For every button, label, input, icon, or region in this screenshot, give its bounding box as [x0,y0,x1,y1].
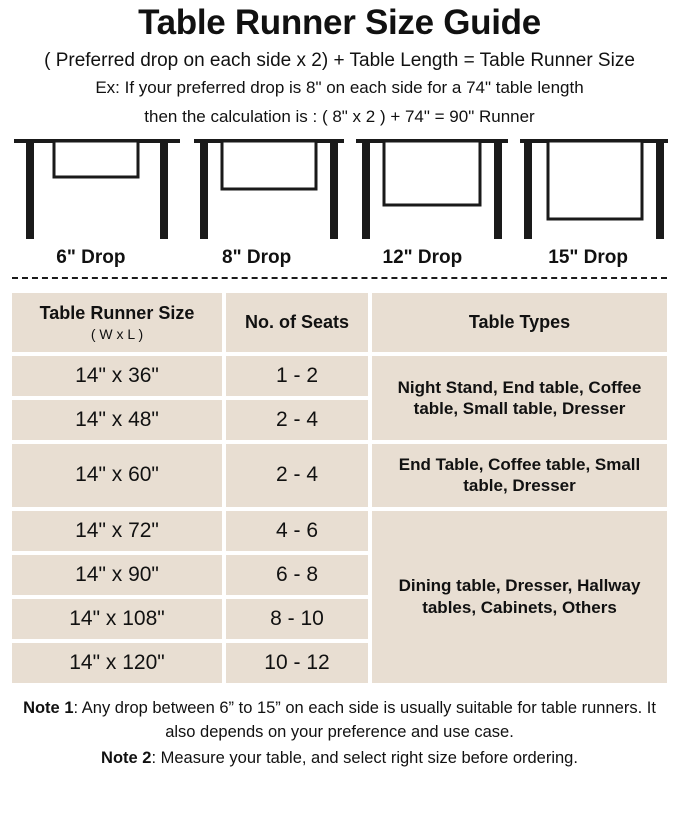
note-1 [14,697,665,745]
note-2-text: : Measure your table, and select right size before ordering. [151,749,578,768]
cell-seats: 8 - 10 [226,599,368,639]
cell-seats: 6 - 8 [226,555,368,595]
drop-label-12: 12" Drop [382,247,463,269]
cell-table-types: End Table, Coffee table, Small table, Dresser [372,444,667,507]
cell-table-types: Dining table, Dresser, Hallway tables, Cabinets, Others [372,511,667,683]
header-runner-size [12,293,222,352]
example-line-2: then the calculation is : ( 8" x 2 ) + 74" = 90" Runner [144,107,535,127]
cell-seats: 2 - 4 [226,400,368,440]
cell-size: 14" x 36" [12,356,222,396]
cell-table-types: Night Stand, End table, Coffee table, Small table, Dresser [372,356,667,440]
drop-diagram [8,135,671,245]
cell-size: 14" x 60" [12,444,222,507]
note-1-label: Note 1 [23,698,74,717]
header-seats: No. of Seats [226,293,368,352]
size-guide-table [8,289,671,687]
formula-line: ( Preferred drop on each side x 2) + Table Length = Table Runner Size [44,49,635,71]
table-row [12,444,667,507]
dashed-divider [12,277,667,279]
cell-size: 14" x 90" [12,555,222,595]
table-row [12,511,667,551]
cell-size: 14" x 108" [12,599,222,639]
cell-size: 14" x 48" [12,400,222,440]
page-title: Table Runner Size Guide [138,3,541,42]
table-row [12,356,667,396]
note-1-text: : Any drop between 6” to 15” on each side is usually suitable for table runners. It also depends on your preference and use case. [73,698,656,741]
drop-diagram-svg [8,135,671,245]
cell-seats: 2 - 4 [226,444,368,507]
cell-seats: 1 - 2 [226,356,368,396]
cell-size: 14" x 72" [12,511,222,551]
header-table-types: Table Types [372,293,667,352]
table-header-row [12,293,667,352]
cell-seats: 10 - 12 [226,643,368,683]
header-runner-size-label: Table Runner Size [39,303,195,324]
drop-label-15: 15" Drop [548,247,628,269]
cell-size: 14" x 120" [12,643,222,683]
drop-label-8: 8" Drop [222,247,292,269]
notes-section [14,697,665,772]
drop-label-6: 6" Drop [56,247,126,269]
header-runner-size-sub: ( W x L ) [90,326,144,343]
note-2 [14,747,665,771]
infographic-page [0,4,679,826]
cell-seats: 4 - 6 [226,511,368,551]
drop-label-row [8,247,671,269]
note-2-label: Note 2 [101,749,152,768]
example-line-1: Ex: If your preferred drop is 8" on each side for a 74" table length [95,78,584,98]
